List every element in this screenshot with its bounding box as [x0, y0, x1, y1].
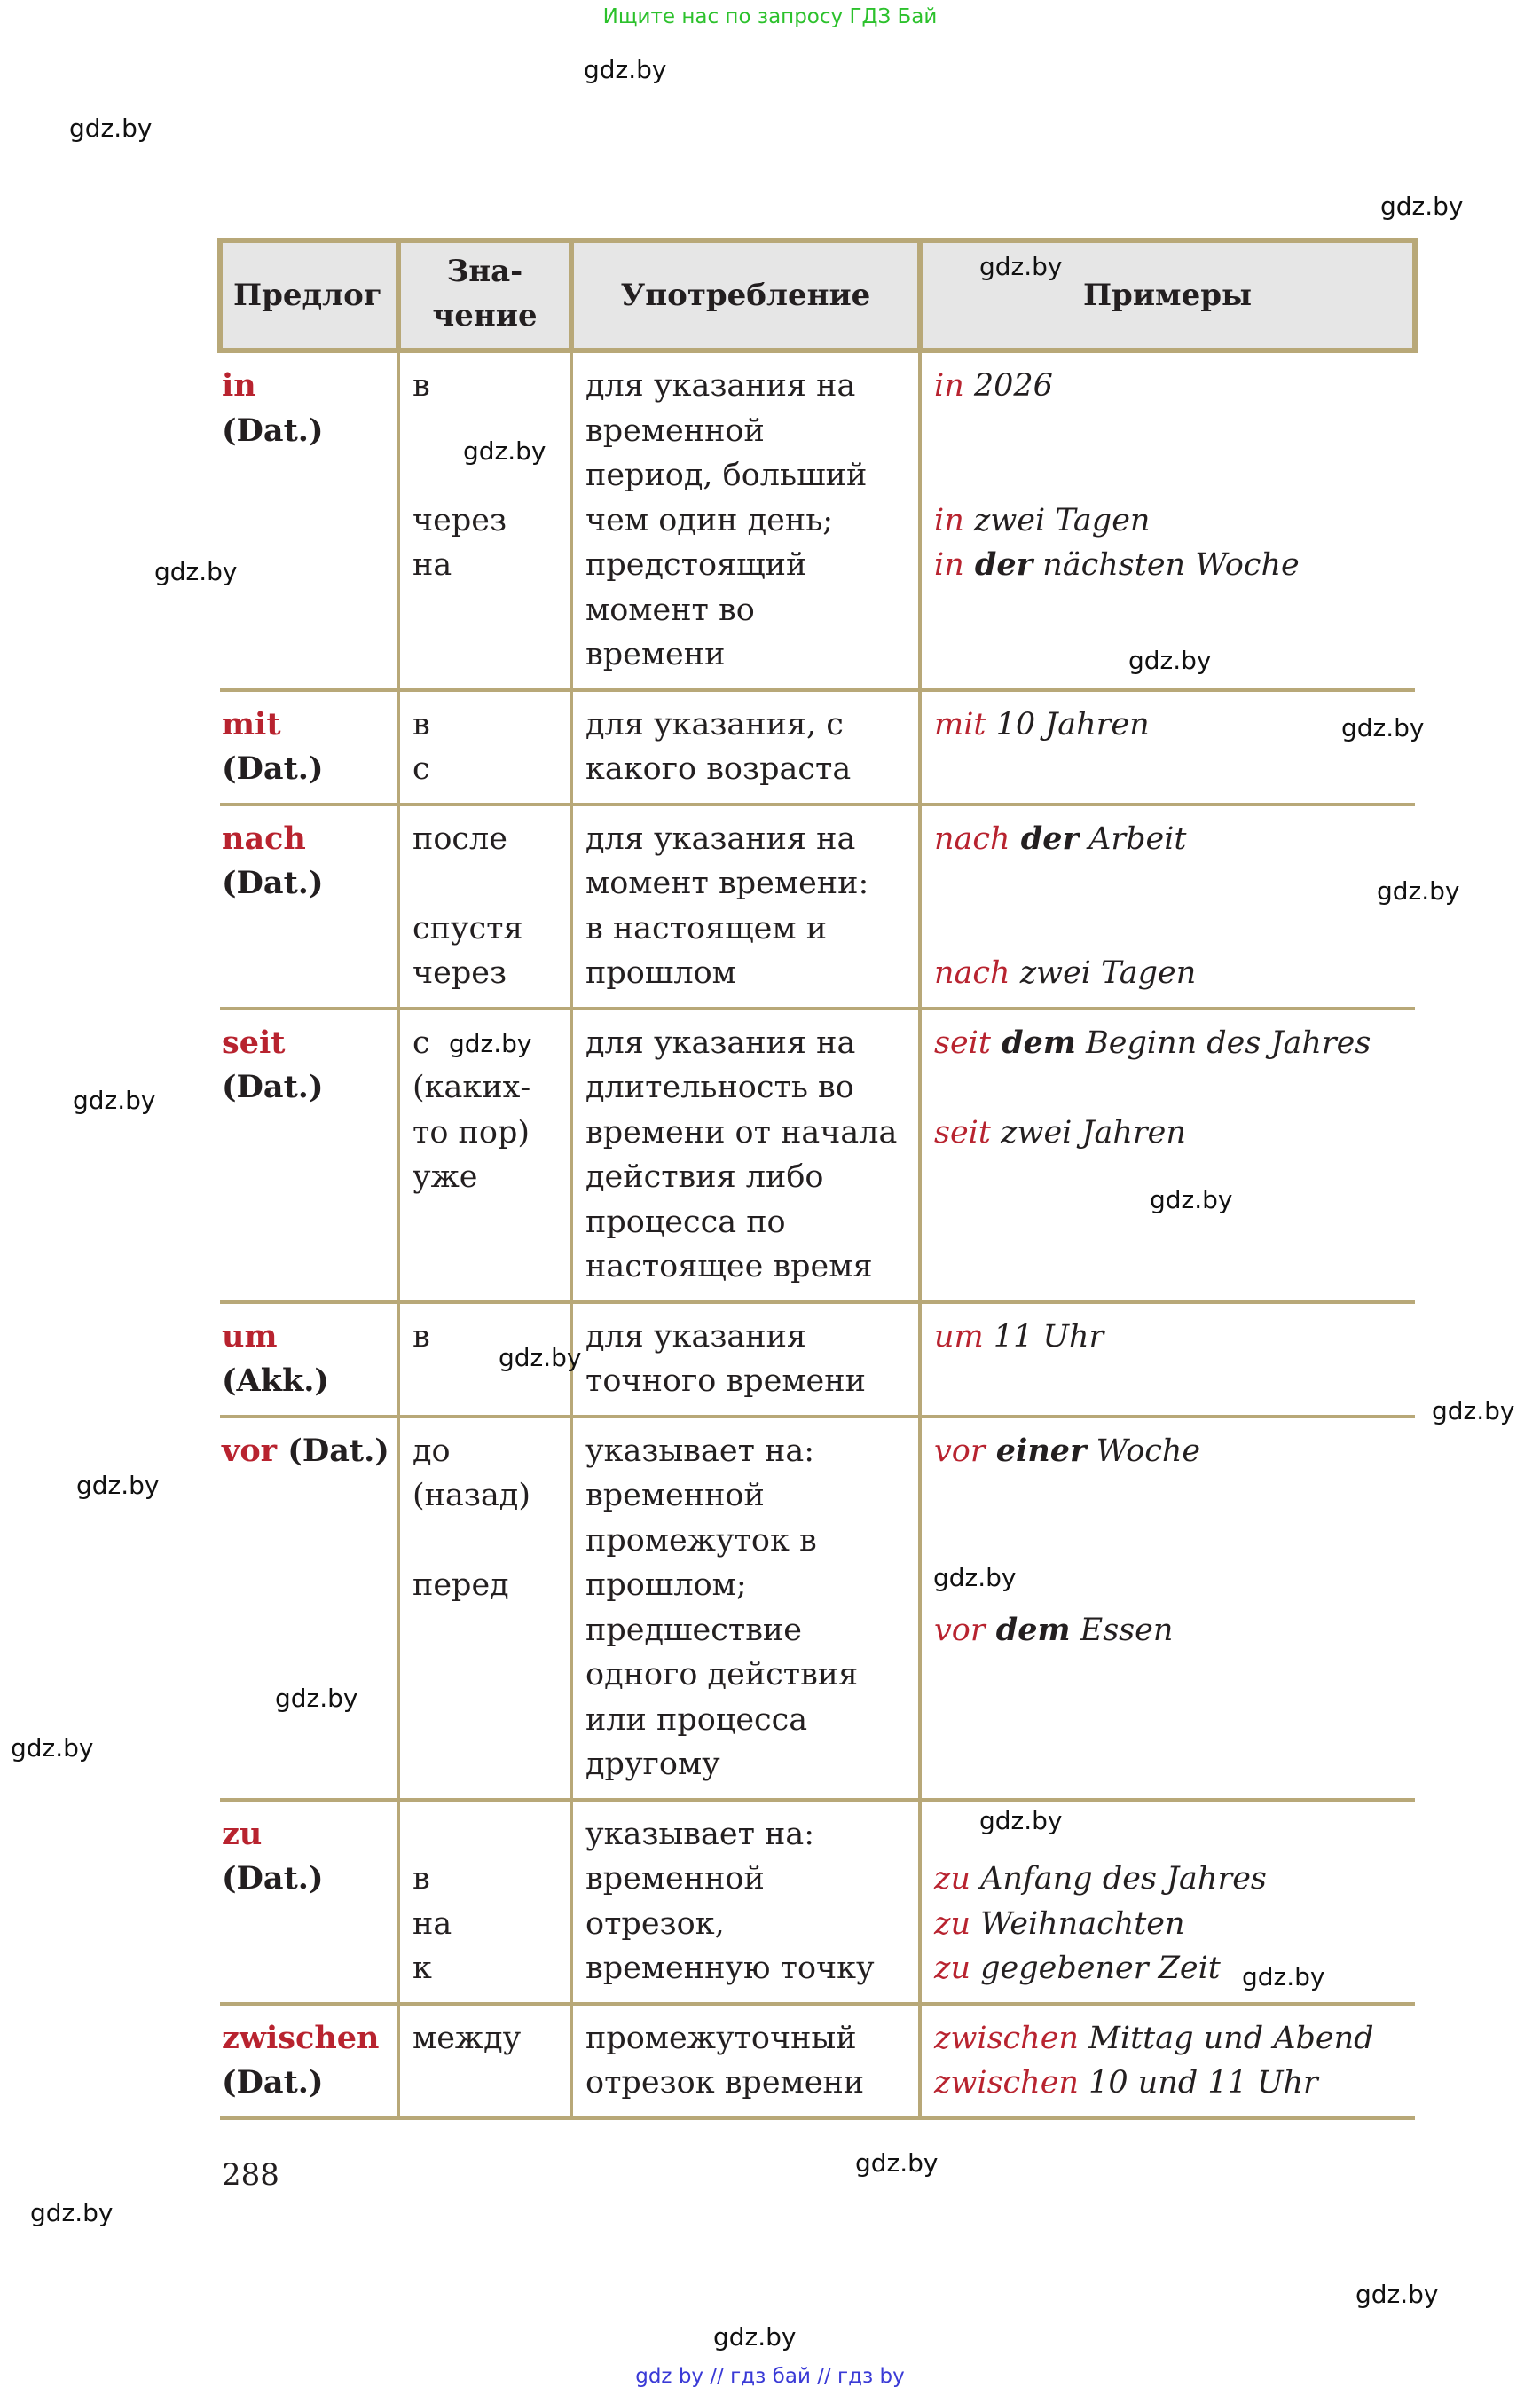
meaning-line — [412, 1812, 559, 1857]
watermark: gdz.by — [73, 1086, 156, 1115]
usage-line: указывает на: — [585, 1816, 815, 1852]
example-bold: dem — [990, 1024, 1076, 1061]
usage-cell — [571, 805, 920, 1009]
example-bold: dem — [985, 1611, 1071, 1648]
preposition-cell — [220, 1302, 398, 1417]
example-line — [934, 1857, 1404, 1902]
example-line — [934, 907, 1404, 952]
meaning-cell — [398, 1417, 571, 1800]
prepositions-table — [217, 238, 1418, 2120]
meaning-line: в — [412, 1318, 430, 1355]
usage-line: предшествие — [585, 1612, 802, 1648]
example-kw: zu — [934, 1861, 970, 1896]
example-line — [934, 453, 1404, 499]
usage-line: отрезок, — [585, 1905, 725, 1942]
examples-cell — [920, 1009, 1415, 1302]
usage-line: другому — [585, 1747, 720, 1782]
meaning-line: на — [412, 547, 452, 583]
preposition-cell — [220, 805, 398, 1009]
case: (Dat.) — [222, 2064, 324, 2101]
example-line — [934, 1315, 1404, 1360]
table-header-row — [220, 240, 1415, 350]
table-row — [220, 690, 1415, 805]
watermark: gdz.by — [584, 55, 667, 84]
meaning-line: перед — [412, 1567, 509, 1603]
watermark: gdz.by — [449, 1029, 532, 1058]
usage-line: отрезок времени — [585, 2065, 865, 2101]
watermark: gdz.by — [1341, 713, 1425, 742]
watermark: gdz.by — [1432, 1396, 1515, 1425]
usage-line: времени от начала — [585, 1114, 898, 1150]
usage-line: указывает на: — [585, 1433, 815, 1469]
example-kw: vor — [934, 1433, 986, 1469]
example-kw: um — [934, 1318, 984, 1355]
table-row — [220, 1800, 1415, 2004]
example-rest: Essen — [1070, 1612, 1174, 1648]
example-rest: zwei Tagen — [1010, 955, 1197, 991]
example-kw: in — [934, 547, 964, 583]
header-preposition: Предлог — [220, 240, 398, 350]
example-line — [934, 499, 1404, 544]
preposition-cell — [220, 690, 398, 805]
meaning-line: на — [412, 1905, 452, 1942]
table-row — [220, 805, 1415, 1009]
example-kw: seit — [934, 1114, 991, 1150]
example-rest: 10 und 11 Uhr — [1078, 2065, 1318, 2101]
example-line — [934, 1065, 1404, 1111]
meaning-line — [412, 1519, 559, 1564]
header-usage: Употребление — [571, 240, 920, 350]
case: (Dat.) — [222, 865, 324, 901]
meaning-line: с — [412, 1025, 430, 1061]
watermark: gdz.by — [11, 1733, 94, 1763]
preposition: zu — [222, 1815, 263, 1852]
case: (Dat.) — [222, 412, 324, 449]
usage-cell — [571, 1800, 920, 2004]
example-kw: zu — [934, 1905, 970, 1942]
preposition: seit — [222, 1024, 286, 1061]
usage-line: настоящее время — [585, 1249, 873, 1284]
watermark: gdz.by — [979, 252, 1063, 281]
example-rest: 10 Jahren — [986, 706, 1150, 742]
preposition-cell — [220, 1800, 398, 2004]
meaning-cell — [398, 350, 571, 690]
usage-cell — [571, 2004, 920, 2118]
example-rest: Weihnachten — [970, 1905, 1185, 1942]
preposition: in — [222, 367, 256, 404]
preposition-cell — [220, 1009, 398, 1302]
usage-line: прошлом — [585, 955, 736, 991]
watermark: gdz.by — [1355, 2280, 1439, 2309]
case: (Dat.) — [222, 750, 324, 787]
usage-line: длительность во — [585, 1070, 854, 1105]
watermark: gdz.by — [933, 1563, 1017, 1592]
meaning-line: (назад) — [412, 1478, 531, 1513]
usage-line: временной — [585, 1478, 765, 1513]
preposition-cell — [220, 2004, 398, 2118]
example-line — [934, 817, 1404, 862]
meaning-line: в — [412, 706, 430, 742]
example-bold: der — [1010, 820, 1079, 857]
example-rest: 2026 — [963, 368, 1053, 404]
preposition: um — [222, 1317, 278, 1355]
meaning-line: через — [412, 955, 507, 991]
example-line — [934, 1946, 1404, 1991]
watermark: gdz.by — [979, 1806, 1063, 1835]
example-kw: nach — [934, 821, 1010, 857]
example-kw: vor — [934, 1612, 986, 1648]
example-line — [934, 364, 1404, 409]
example-rest: 11 Uhr — [983, 1318, 1104, 1355]
example-kw: zwischen — [934, 2065, 1079, 2101]
meaning-cell — [398, 1800, 571, 2004]
table-row — [220, 1417, 1415, 1800]
example-rest: nächsten Woche — [1033, 547, 1300, 583]
usage-line: временной — [585, 412, 765, 449]
preposition: zwischen — [222, 2019, 380, 2056]
meaning-line — [412, 861, 559, 907]
example-line — [934, 1021, 1404, 1066]
preposition-cell — [220, 350, 398, 690]
example-rest: Woche — [1086, 1433, 1201, 1469]
case: (Dat.) — [222, 1069, 324, 1105]
top-banner: Ищите нас по запросу ГДЗ Бай — [602, 5, 938, 28]
usage-line: времени — [585, 637, 726, 672]
example-rest: Mittag und Abend — [1078, 2020, 1374, 2056]
example-line — [934, 1111, 1404, 1156]
example-line — [934, 1608, 1404, 1653]
example-line — [934, 951, 1404, 996]
example-rest: Beginn des Jahres — [1075, 1025, 1371, 1061]
watermark: gdz.by — [463, 436, 546, 466]
example-line — [934, 1902, 1404, 1947]
meaning-line: до — [412, 1433, 451, 1469]
examples-cell — [920, 1302, 1415, 1417]
meaning-line: к — [412, 1951, 432, 1986]
meaning-line: в — [412, 1861, 430, 1896]
case: (Dat.) — [222, 1860, 324, 1896]
usage-line: прошлом; — [585, 1567, 747, 1603]
preposition: mit — [222, 705, 281, 742]
examples-cell — [920, 2004, 1415, 2118]
example-rest: gegebener Zeit — [970, 1951, 1221, 1986]
table-row — [220, 1302, 1415, 1417]
case: (Akk.) — [222, 1362, 329, 1399]
usage-line: чем один день; — [585, 502, 834, 538]
watermark: gdz.by — [30, 2198, 114, 2227]
usage-cell — [571, 690, 920, 805]
examples-cell — [920, 1417, 1415, 1800]
bottom-banner: gdz by // гдз бай // гдз by — [635, 2365, 905, 2388]
example-bold: der — [963, 546, 1033, 583]
usage-cell — [571, 1009, 920, 1302]
meaning-line: то пор) — [412, 1114, 530, 1150]
usage-cell — [571, 350, 920, 690]
usage-line: период, больший — [585, 458, 868, 493]
watermark: gdz.by — [1242, 1962, 1325, 1991]
meaning-line: уже — [412, 1159, 478, 1195]
preposition: vor — [222, 1432, 278, 1469]
usage-line: какого возраста — [585, 751, 852, 787]
usage-cell — [571, 1417, 920, 1800]
meaning-line: в — [412, 368, 430, 404]
usage-line: точного времени — [585, 1363, 866, 1399]
meaning-line: после — [412, 821, 507, 857]
example-line — [934, 1473, 1404, 1519]
preposition: nach — [222, 820, 306, 857]
watermark: gdz.by — [1150, 1185, 1233, 1214]
watermark: gdz.by — [1128, 646, 1212, 675]
examples-cell — [920, 350, 1415, 690]
usage-line: временную точку — [585, 1951, 875, 1986]
example-line — [934, 703, 1404, 748]
examples-cell — [920, 690, 1415, 805]
usage-line: в настоящем и — [585, 910, 828, 946]
usage-line: для указания — [585, 1318, 807, 1355]
meaning-line: с — [412, 751, 430, 787]
table-row — [220, 2004, 1415, 2118]
usage-line: для указания на — [585, 821, 856, 857]
watermark: gdz.by — [275, 1684, 358, 1713]
example-kw: seit — [934, 1025, 991, 1061]
page-number: 288 — [222, 2157, 279, 2193]
example-kw: zu — [934, 1951, 970, 1986]
example-line — [934, 2061, 1404, 2106]
example-kw: mit — [934, 706, 986, 742]
example-bold: einer — [985, 1432, 1087, 1469]
usage-line: одного действия — [585, 1657, 859, 1692]
example-line — [934, 1519, 1404, 1564]
watermark: gdz.by — [69, 114, 153, 143]
usage-line: момент времени: — [585, 866, 869, 901]
usage-line: для указания на — [585, 1025, 856, 1061]
watermark: gdz.by — [855, 2148, 939, 2178]
meaning-line: спустя — [412, 910, 523, 946]
example-kw: in — [934, 502, 964, 538]
watermark: gdz.by — [76, 1471, 160, 1500]
usage-cell — [571, 1302, 920, 1417]
watermark: gdz.by — [1377, 876, 1460, 906]
table-row — [220, 1009, 1415, 1302]
header-examples: Примеры — [920, 240, 1415, 350]
usage-line: или процесса — [585, 1701, 808, 1738]
meaning-line: между — [412, 2020, 522, 2056]
example-line — [934, 1429, 1404, 1474]
example-rest: zwei Tagen — [963, 502, 1151, 538]
usage-line: процесса по — [585, 1204, 786, 1240]
meaning-line: (каких- — [412, 1070, 531, 1105]
meaning-line: через — [412, 502, 507, 538]
table-row — [220, 350, 1415, 690]
meaning-cell — [398, 805, 571, 1009]
example-line — [934, 409, 1404, 454]
watermark: gdz.by — [713, 2322, 797, 2352]
examples-cell — [920, 805, 1415, 1009]
example-kw: zwischen — [934, 2020, 1079, 2056]
example-line — [934, 861, 1404, 907]
usage-line: действия либо — [585, 1159, 824, 1195]
preposition-cell — [220, 1417, 398, 1800]
example-kw: nach — [934, 955, 1010, 991]
example-line — [934, 543, 1404, 588]
watermark: gdz.by — [499, 1343, 582, 1372]
example-rest: Anfang des Jahres — [970, 1861, 1267, 1896]
example-rest: Arbeit — [1078, 821, 1187, 857]
example-line — [934, 2016, 1404, 2061]
case: (Dat.) — [277, 1432, 389, 1469]
usage-line: для указания на — [585, 368, 856, 404]
header-meaning: Зна- чение — [398, 240, 571, 350]
watermark: gdz.by — [154, 557, 238, 586]
meaning-cell — [398, 2004, 571, 2118]
example-rest: zwei Jahren — [990, 1114, 1186, 1150]
usage-line: для указания, с — [585, 706, 844, 742]
usage-line: временной — [585, 1861, 765, 1896]
example-kw: in — [934, 368, 964, 404]
watermark: gdz.by — [1380, 192, 1464, 221]
usage-line: промежуточный — [585, 2020, 857, 2056]
usage-line: предстоящий — [585, 547, 807, 583]
usage-line: момент во — [585, 592, 755, 628]
usage-line: промежуток в — [585, 1522, 817, 1559]
meaning-cell — [398, 690, 571, 805]
